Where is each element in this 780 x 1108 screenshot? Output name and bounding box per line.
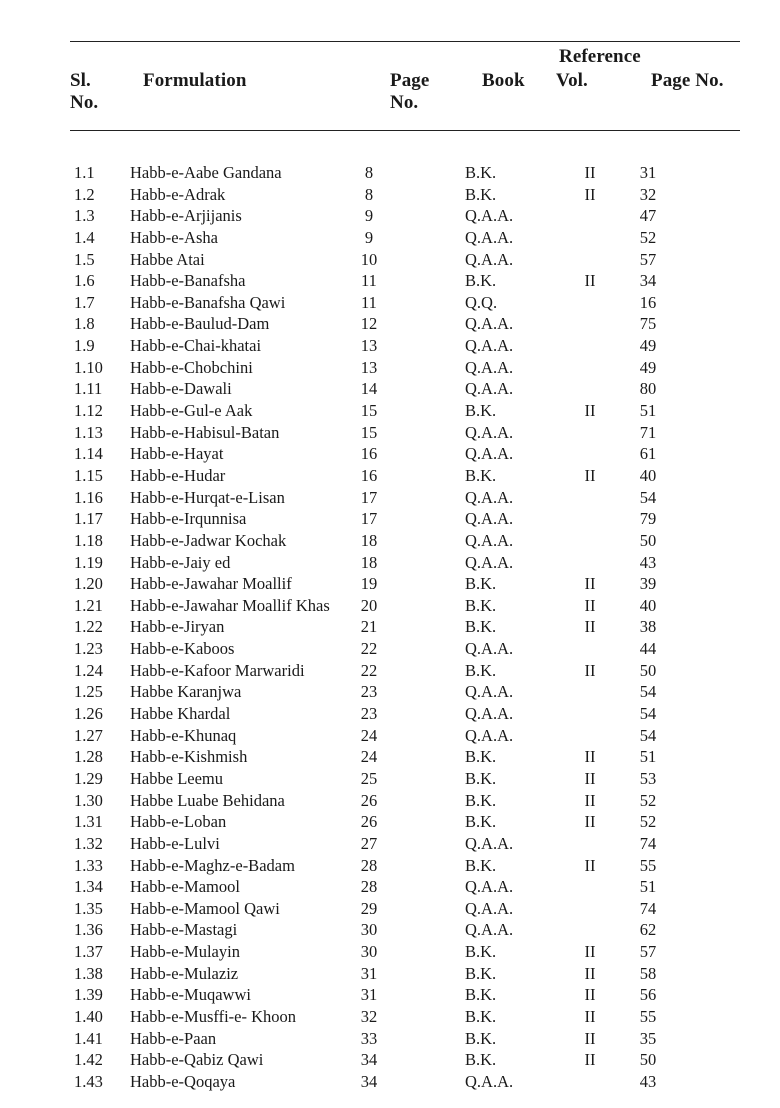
- row-vol: II: [584, 271, 596, 291]
- row-formulation: Habb-e-Qoqaya: [130, 1071, 236, 1091]
- row-book: Q.A.A.: [465, 206, 514, 226]
- table-row: [0, 313, 780, 335]
- row-vol: II: [584, 574, 596, 594]
- row-book: B.K.: [465, 1050, 497, 1070]
- row-formulation: Habb-e-Musffi-e- Khoon: [130, 1006, 297, 1026]
- row-book: Q.A.A.: [465, 704, 514, 724]
- row-formulation: Habb-e-Jaiy ed: [130, 552, 231, 572]
- row-ref-page-no: 31: [639, 163, 657, 182]
- header-reference: Reference: [559, 46, 641, 67]
- row-ref-page-no: 57: [639, 942, 657, 962]
- row-vol: II: [584, 184, 596, 204]
- row-page-no: 8: [364, 184, 374, 204]
- row-ref-page-no: 38: [639, 617, 657, 637]
- row-page-no: 33: [360, 1028, 378, 1048]
- row-vol: II: [584, 617, 596, 637]
- row-page-no: 17: [360, 509, 378, 529]
- row-ref-page-no: 44: [639, 639, 657, 659]
- row-book: Q.A.A.: [465, 444, 514, 464]
- row-book: B.K.: [465, 1006, 497, 1026]
- row-ref-page-no: 51: [639, 747, 657, 767]
- row-book: Q.A.A.: [465, 682, 514, 702]
- row-ref-page-no: 53: [639, 768, 657, 788]
- row-ref-page-no: 58: [639, 963, 657, 983]
- row-sl-no: 1.3: [74, 206, 95, 226]
- row-page-no: 31: [360, 963, 378, 983]
- row-book: Q.A.A.: [465, 357, 514, 377]
- row-formulation: Habb-e-Jadwar Kochak: [130, 530, 287, 550]
- row-page-no: 25: [360, 768, 378, 788]
- table-row: [0, 941, 780, 963]
- row-book: Q.A.A.: [465, 725, 514, 745]
- row-formulation: Habb-e-Aabe Gandana: [130, 163, 282, 182]
- row-page-no: 18: [360, 552, 378, 572]
- table-row: [0, 205, 780, 227]
- row-sl-no: 1.6: [74, 271, 95, 291]
- row-book: Q.A.A.: [465, 314, 514, 334]
- row-formulation: Habb-e-Jawahar Moallif: [130, 574, 292, 594]
- row-book: Q.A.A.: [465, 833, 514, 853]
- row-sl-no: 1.19: [74, 552, 103, 572]
- table-row: [0, 552, 780, 574]
- row-sl-no: 1.20: [74, 574, 103, 594]
- row-ref-page-no: 71: [639, 422, 657, 442]
- row-page-no: 17: [360, 487, 378, 507]
- row-page-no: 28: [360, 855, 378, 875]
- row-sl-no: 1.29: [74, 768, 103, 788]
- table-row: [0, 443, 780, 465]
- row-ref-page-no: 40: [639, 465, 657, 485]
- row-page-no: 26: [360, 790, 378, 810]
- row-formulation: Habb-e-Mulayin: [130, 942, 240, 962]
- row-book: Q.A.A.: [465, 379, 514, 399]
- row-book: Q.A.A.: [465, 530, 514, 550]
- row-book: Q.A.A.: [465, 877, 514, 897]
- row-ref-page-no: 16: [639, 292, 657, 312]
- row-book: Q.A.A.: [465, 552, 514, 572]
- row-formulation: Habb-e-Lulvi: [130, 833, 220, 853]
- row-formulation: Habbe Luabe Behidana: [130, 790, 285, 810]
- row-formulation: Habb-e-Khunaq: [130, 725, 237, 745]
- table-row: [0, 768, 780, 790]
- table-row: [0, 249, 780, 271]
- row-book: B.K.: [465, 401, 497, 421]
- row-ref-page-no: 50: [639, 660, 657, 680]
- row-ref-page-no: 57: [639, 249, 657, 269]
- row-page-no: 22: [360, 639, 378, 659]
- row-ref-page-no: 54: [639, 725, 657, 745]
- row-sl-no: 1.10: [74, 357, 103, 377]
- row-page-no: 28: [360, 877, 378, 897]
- row-sl-no: 1.42: [74, 1050, 103, 1070]
- table-row: [0, 1049, 780, 1071]
- row-sl-no: 1.11: [74, 379, 103, 399]
- row-page-no: 32: [360, 1006, 378, 1026]
- row-page-no: 31: [360, 985, 378, 1005]
- row-book: Q.A.A.: [465, 422, 514, 442]
- row-book: B.K.: [465, 747, 497, 767]
- row-book: B.K.: [465, 660, 497, 680]
- row-ref-page-no: 49: [639, 336, 657, 356]
- row-vol: II: [584, 1028, 596, 1048]
- row-vol: II: [584, 660, 596, 680]
- row-vol: II: [584, 942, 596, 962]
- row-formulation: Habb-e-Hayat: [130, 444, 224, 464]
- table-row: [0, 638, 780, 660]
- row-page-no: 34: [360, 1050, 378, 1070]
- table-row: [0, 270, 780, 292]
- row-ref-page-no: 61: [639, 444, 657, 464]
- row-vol: II: [584, 1006, 596, 1026]
- header-page-no: [390, 70, 450, 114]
- row-ref-page-no: 39: [639, 574, 657, 594]
- row-book: B.K.: [465, 1028, 497, 1048]
- row-book: B.K.: [465, 768, 497, 788]
- row-book: B.K.: [465, 184, 497, 204]
- row-sl-no: 1.40: [74, 1006, 103, 1026]
- row-ref-page-no: 54: [639, 487, 657, 507]
- row-page-no: 20: [360, 595, 378, 615]
- row-book: B.K.: [465, 963, 497, 983]
- row-sl-no: 1.36: [74, 920, 103, 940]
- row-formulation: Habb-e-Kafoor Marwaridi: [130, 660, 305, 680]
- table-row: [0, 378, 780, 400]
- row-book: B.K.: [465, 163, 497, 182]
- row-formulation: Habb-e-Jawahar Moallif Khas: [130, 595, 330, 615]
- header-ref-page-no: Page No.: [651, 70, 724, 91]
- table-row: [0, 487, 780, 509]
- row-vol: II: [584, 595, 596, 615]
- header-formulation: Formulation: [143, 70, 247, 91]
- row-page-no: 19: [360, 574, 378, 594]
- row-page-no: 23: [360, 682, 378, 702]
- row-vol: II: [584, 985, 596, 1005]
- row-ref-page-no: 52: [639, 790, 657, 810]
- row-formulation: Habb-e-Kaboos: [130, 639, 235, 659]
- row-page-no: 24: [360, 747, 378, 767]
- row-sl-no: 1.4: [74, 227, 95, 247]
- row-book: Q.A.A.: [465, 639, 514, 659]
- row-sl-no: 1.27: [74, 725, 103, 745]
- row-sl-no: 1.14: [74, 444, 103, 464]
- row-vol: II: [584, 768, 596, 788]
- row-formulation: Habb-e-Irqunnisa: [130, 509, 247, 529]
- row-page-no: 22: [360, 660, 378, 680]
- table-row: [0, 681, 780, 703]
- row-sl-no: 1.26: [74, 704, 103, 724]
- row-ref-page-no: 54: [639, 682, 657, 702]
- header-vol: Vol.: [556, 70, 588, 91]
- row-formulation: Habb-e-Qabiz Qawi: [130, 1050, 264, 1070]
- row-ref-page-no: 54: [639, 704, 657, 724]
- row-ref-page-no: 62: [639, 920, 657, 940]
- formulation-table-body: [0, 162, 780, 1093]
- row-book: B.K.: [465, 574, 497, 594]
- table-row: [0, 573, 780, 595]
- row-ref-page-no: 49: [639, 357, 657, 377]
- row-book: Q.A.A.: [465, 227, 514, 247]
- row-page-no: 30: [360, 920, 378, 940]
- table-row: [0, 595, 780, 617]
- row-formulation: Habbe Khardal: [130, 704, 231, 724]
- row-sl-no: 1.15: [74, 465, 103, 485]
- row-sl-no: 1.37: [74, 942, 103, 962]
- row-formulation: Habb-e-Kishmish: [130, 747, 248, 767]
- row-book: Q.Q.: [465, 292, 498, 312]
- row-formulation: Habb-e-Gul-e Aak: [130, 401, 253, 421]
- row-sl-no: 1.16: [74, 487, 103, 507]
- row-formulation: Habb-e-Muqawwi: [130, 985, 251, 1005]
- row-sl-no: 1.12: [74, 401, 103, 421]
- table-row: [0, 811, 780, 833]
- row-book: B.K.: [465, 942, 497, 962]
- table-row: [0, 984, 780, 1006]
- table-row: [0, 335, 780, 357]
- row-sl-no: 1.35: [74, 898, 103, 918]
- row-sl-no: 1.23: [74, 639, 103, 659]
- row-sl-no: 1.43: [74, 1071, 103, 1091]
- table-row: [0, 465, 780, 487]
- table-row: [0, 292, 780, 314]
- row-formulation: Habb-e-Adrak: [130, 184, 226, 204]
- row-sl-no: 1.41: [74, 1028, 103, 1048]
- row-vol: II: [584, 747, 596, 767]
- row-sl-no: 1.34: [74, 877, 103, 897]
- row-page-no: 34: [360, 1071, 378, 1091]
- table-row: [0, 746, 780, 768]
- row-sl-no: 1.8: [74, 314, 95, 334]
- row-ref-page-no: 50: [639, 1050, 657, 1070]
- row-page-no: 15: [360, 401, 378, 421]
- row-formulation: Habbe Leemu: [130, 768, 223, 788]
- table-row: [0, 833, 780, 855]
- row-ref-page-no: 35: [639, 1028, 657, 1048]
- row-book: Q.A.A.: [465, 898, 514, 918]
- row-ref-page-no: 43: [639, 1071, 657, 1091]
- row-vol: II: [584, 163, 596, 182]
- row-formulation: Habbe Karanjwa: [130, 682, 242, 702]
- row-vol: II: [584, 1050, 596, 1070]
- row-sl-no: 1.18: [74, 530, 103, 550]
- row-book: B.K.: [465, 465, 497, 485]
- row-page-no: 30: [360, 942, 378, 962]
- table-row: [0, 227, 780, 249]
- row-formulation: Habb-e-Baulud-Dam: [130, 314, 270, 334]
- row-sl-no: 1.33: [74, 855, 103, 875]
- row-page-no: 27: [360, 833, 378, 853]
- row-vol: II: [584, 963, 596, 983]
- row-book: B.K.: [465, 271, 497, 291]
- row-page-no: 8: [364, 163, 374, 182]
- row-book: Q.A.A.: [465, 487, 514, 507]
- table-row: [0, 357, 780, 379]
- row-sl-no: 1.7: [74, 292, 95, 312]
- row-book: B.K.: [465, 855, 497, 875]
- row-page-no: 9: [364, 227, 374, 247]
- row-formulation: Habb-e-Mamool: [130, 877, 240, 897]
- row-book: Q.A.A.: [465, 249, 514, 269]
- row-page-no: 14: [360, 379, 378, 399]
- row-ref-page-no: 52: [639, 812, 657, 832]
- row-sl-no: 1.39: [74, 985, 103, 1005]
- row-book: B.K.: [465, 790, 497, 810]
- row-sl-no: 1.17: [74, 509, 103, 529]
- row-formulation: Habb-e-Banafsha Qawi: [130, 292, 286, 312]
- table-row: [0, 790, 780, 812]
- row-sl-no: 1.28: [74, 747, 103, 767]
- row-ref-page-no: 74: [639, 833, 657, 853]
- row-ref-page-no: 55: [639, 855, 657, 875]
- header-book: Book: [482, 70, 525, 91]
- row-sl-no: 1.2: [74, 184, 95, 204]
- row-book: Q.A.A.: [465, 920, 514, 940]
- row-page-no: 26: [360, 812, 378, 832]
- row-book: B.K.: [465, 595, 497, 615]
- row-ref-page-no: 51: [639, 401, 657, 421]
- row-book: B.K.: [465, 812, 497, 832]
- row-ref-page-no: 43: [639, 552, 657, 572]
- row-formulation: Habb-e-Mastagi: [130, 920, 238, 940]
- row-ref-page-no: 34: [639, 271, 657, 291]
- row-page-no: 21: [360, 617, 378, 637]
- row-book: Q.A.A.: [465, 509, 514, 529]
- table-row: [0, 1006, 780, 1028]
- row-page-no: 11: [361, 271, 377, 291]
- row-sl-no: 1.24: [74, 660, 103, 680]
- row-sl-no: 1.1: [74, 163, 95, 182]
- header-page-line2: No.: [390, 92, 419, 113]
- row-book: Q.A.A.: [465, 336, 514, 356]
- row-sl-no: 1.21: [74, 595, 103, 615]
- table-row: [0, 703, 780, 725]
- row-sl-no: 1.38: [74, 963, 103, 983]
- row-page-no: 13: [360, 357, 378, 377]
- row-formulation: Habb-e-Banafsha: [130, 271, 246, 291]
- row-sl-no: 1.13: [74, 422, 103, 442]
- table-row: [0, 184, 780, 206]
- row-page-no: 16: [360, 444, 378, 464]
- row-ref-page-no: 55: [639, 1006, 657, 1026]
- row-sl-no: 1.25: [74, 682, 103, 702]
- table-row: [0, 422, 780, 444]
- row-ref-page-no: 51: [639, 877, 657, 897]
- row-formulation: Habb-e-Asha: [130, 227, 218, 247]
- header-sl-line1: Sl.: [70, 70, 91, 91]
- top-rule: [70, 41, 740, 42]
- row-formulation: Habb-e-Hudar: [130, 465, 226, 485]
- table-row: [0, 963, 780, 985]
- row-formulation: Habb-e-Dawali: [130, 379, 232, 399]
- row-page-no: 10: [360, 249, 378, 269]
- table-row: [0, 898, 780, 920]
- row-book: Q.A.A.: [465, 1071, 514, 1091]
- row-ref-page-no: 79: [639, 509, 657, 529]
- table-row: [0, 660, 780, 682]
- row-page-no: 16: [360, 465, 378, 485]
- header-sl-line2: No.: [70, 92, 99, 113]
- table-row: [0, 508, 780, 530]
- row-page-no: 9: [364, 206, 374, 226]
- row-formulation: Habb-e-Habisul-Batan: [130, 422, 280, 442]
- row-vol: II: [584, 812, 596, 832]
- row-vol: II: [584, 855, 596, 875]
- row-formulation: Habb-e-Hurqat-e-Lisan: [130, 487, 285, 507]
- row-page-no: 29: [360, 898, 378, 918]
- row-ref-page-no: 40: [639, 595, 657, 615]
- row-formulation: Habb-e-Paan: [130, 1028, 217, 1048]
- row-sl-no: 1.9: [74, 336, 95, 356]
- table-row: [0, 162, 780, 184]
- table-row: [0, 400, 780, 422]
- row-page-no: 11: [361, 292, 377, 312]
- row-ref-page-no: 56: [639, 985, 657, 1005]
- row-formulation: Habb-e-Arjijanis: [130, 206, 242, 226]
- header-sl-no: [70, 70, 110, 114]
- row-book: B.K.: [465, 985, 497, 1005]
- header-bottom-rule: [70, 130, 740, 131]
- row-vol: II: [584, 790, 596, 810]
- row-page-no: 24: [360, 725, 378, 745]
- row-page-no: 12: [360, 314, 378, 334]
- row-vol: II: [584, 465, 596, 485]
- table-row: [0, 1028, 780, 1050]
- row-page-no: 18: [360, 530, 378, 550]
- row-page-no: 15: [360, 422, 378, 442]
- row-formulation: Habb-e-Mamool Qawi: [130, 898, 280, 918]
- row-ref-page-no: 80: [639, 379, 657, 399]
- row-page-no: 23: [360, 704, 378, 724]
- row-sl-no: 1.22: [74, 617, 103, 637]
- row-formulation: Habb-e-Mulaziz: [130, 963, 239, 983]
- table-row: [0, 919, 780, 941]
- table-row: [0, 855, 780, 877]
- row-formulation: Habb-e-Chobchini: [130, 357, 253, 377]
- header-page-line1: Page: [390, 70, 430, 91]
- table-row: [0, 1071, 780, 1093]
- row-formulation: Habb-e-Jiryan: [130, 617, 225, 637]
- row-page-no: 13: [360, 336, 378, 356]
- table-row: [0, 725, 780, 747]
- table-row: [0, 530, 780, 552]
- row-sl-no: 1.5: [74, 249, 95, 269]
- row-sl-no: 1.30: [74, 790, 103, 810]
- table-row: [0, 616, 780, 638]
- row-sl-no: 1.31: [74, 812, 103, 832]
- row-formulation: Habb-e-Chai-khatai: [130, 336, 262, 356]
- row-ref-page-no: 32: [639, 184, 657, 204]
- table-row: [0, 876, 780, 898]
- row-ref-page-no: 50: [639, 530, 657, 550]
- row-formulation: Habb-e-Loban: [130, 812, 227, 832]
- row-ref-page-no: 47: [639, 206, 657, 226]
- row-book: B.K.: [465, 617, 497, 637]
- row-formulation: Habb-e-Maghz-e-Badam: [130, 855, 295, 875]
- row-ref-page-no: 52: [639, 227, 657, 247]
- row-formulation: Habbe Atai: [130, 249, 205, 269]
- row-sl-no: 1.32: [74, 833, 103, 853]
- row-ref-page-no: 74: [639, 898, 657, 918]
- row-vol: II: [584, 401, 596, 421]
- row-ref-page-no: 75: [639, 314, 657, 334]
